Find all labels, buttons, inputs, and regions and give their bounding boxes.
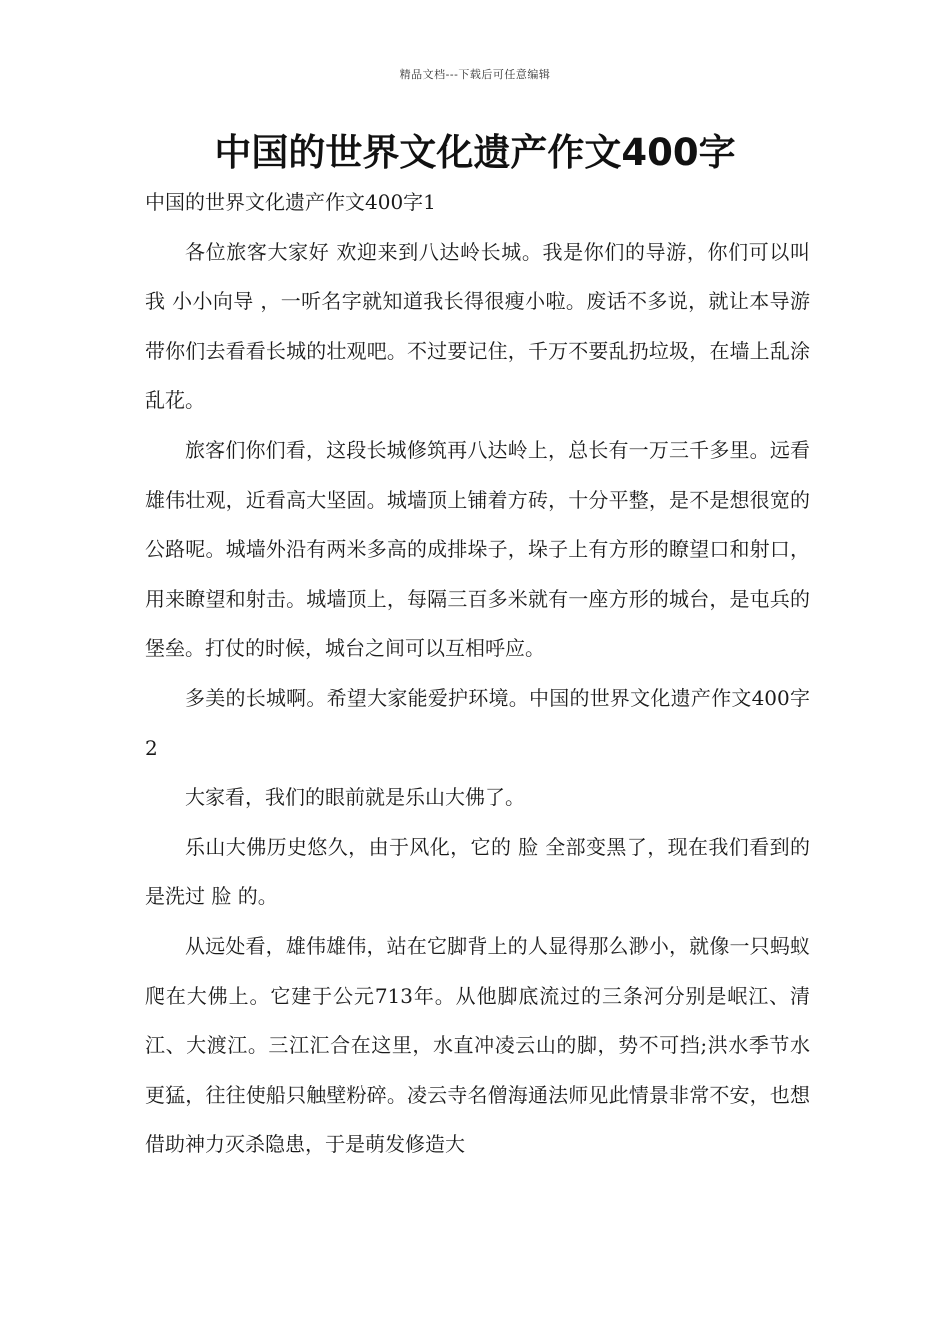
paragraph-4: 大家看，我们的眼前就是乐山大佛了。 [185,785,525,810]
paragraph-3: 多美的长城啊。希望大家能爱护环境。中国的世界文化遗产作文400字2 [145,685,810,760]
section-heading: 中国的世界文化遗产作文400字1 [145,190,436,214]
header-note: 精品文档---下载后可任意编辑 [399,68,551,81]
paragraph-1: 各位旅客大家好 欢迎来到八达岭长城。我是你们的导游，你们可以叫我 小小向导 ，一听名字就知道我长得很瘦小啦。废话不多说，就让本导游带你们去看看长城的壮观吧。不过要记住，千万不要乱扔垃圾，在墙上乱涂乱花。 [145,239,810,413]
paragraph-6: 从远处看，雄伟雄伟，站在它脚背上的人显得那么渺小，就像一只蚂蚁爬在大佛上。它建于公元713年。从他脚底流过的三条河分别是岷江、清江、大渡江。三江汇合在这里，水直冲凌云山的脚，势不可挡;洪水季节水更猛，往往使船只触壁粉碎。凌云寺名僧海通法师见此情景非常不安，也想借助神力灭杀隐患，于是萌发修造大 [145,933,810,1157]
document-title: 中国的世界文化遗产作文400字 [214,131,736,174]
document-body [145,178,810,1170]
paragraph-2: 旅客们你们看，这段长城修筑再八达岭上，总长有一万三千多里。远看雄伟壮观，近看高大坚固。城墙顶上铺着方砖，十分平整，是不是想很宽的公路呢。城墙外沿有两米多高的成排垛子，垛子上有方形的瞭望口和射口，用来瞭望和射击。城墙顶上，每隔三百多米就有一座方形的城台，是屯兵的堡垒。打仗的时候，城台之间可以互相呼应。 [145,437,810,661]
paragraph-5: 乐山大佛历史悠久，由于风化，它的 脸 全部变黑了，现在我们看到的是洗过 脸 的。 [145,834,810,909]
